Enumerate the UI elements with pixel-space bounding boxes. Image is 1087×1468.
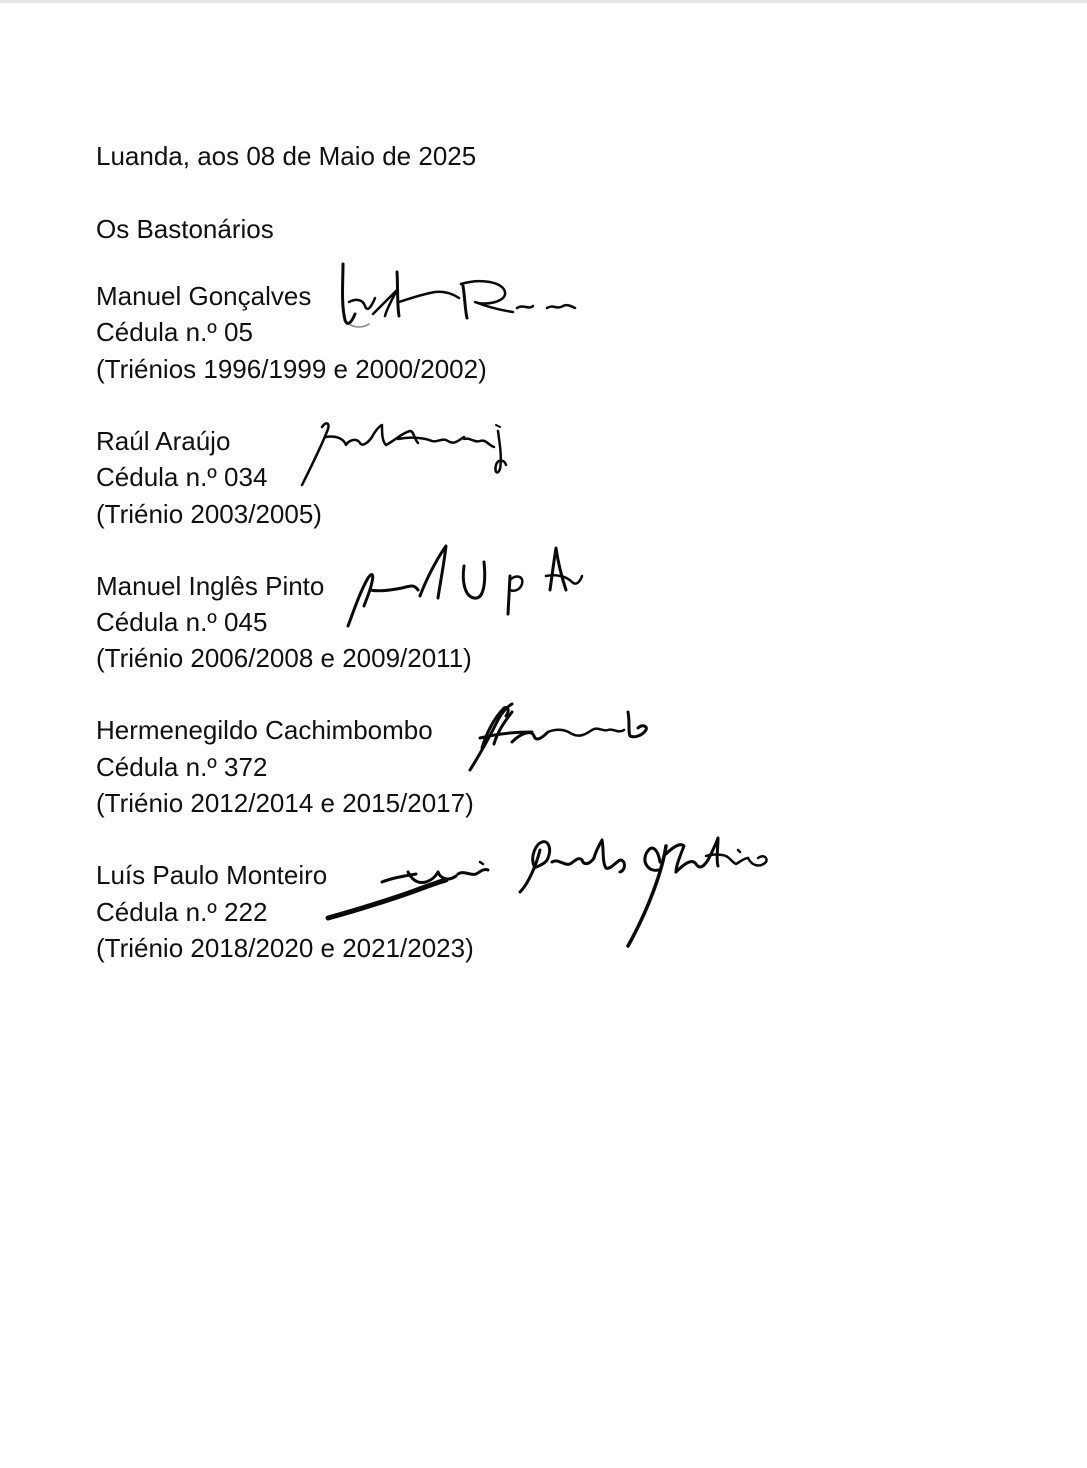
- signatory-1-term: (Triénios 1996/1999 e 2000/2002): [96, 354, 487, 384]
- signature-manuel-goncalves: [335, 258, 580, 338]
- signatory-5-cedula: Cédula n.º 222: [96, 897, 268, 927]
- signatory-4-cedula: Cédula n.º 372: [96, 752, 268, 782]
- signatory-2-name: Raúl Araújo: [96, 426, 231, 456]
- signatory-3-cedula: Cédula n.º 045: [96, 607, 268, 637]
- signatory-1-cedula: Cédula n.º 05: [96, 317, 253, 347]
- signatory-2-cedula: Cédula n.º 034: [96, 462, 268, 492]
- signatory-4-name: Hermenegildo Cachimbombo: [96, 715, 433, 745]
- top-border: [0, 0, 1087, 3]
- signatory-5-name: Luís Paulo Monteiro: [96, 860, 328, 890]
- signature-manuel-ingles-pinto: [340, 540, 590, 630]
- signature-luis-paulo-monteiro: [320, 832, 775, 952]
- place-date: Luanda, aos 08 de Maio de 2025: [96, 141, 477, 171]
- signature-raul-araujo: [298, 415, 518, 490]
- signatories-heading: Os Bastonários: [96, 214, 274, 244]
- signatory-3-name: Manuel Inglês Pinto: [96, 571, 325, 601]
- signature-hermenegildo-cachimbombo: [462, 698, 657, 776]
- signatory-3-term: (Triénio 2006/2008 e 2009/2011): [96, 643, 472, 673]
- signatory-1-name: Manuel Gonçalves: [96, 281, 312, 311]
- signatory-5-term: (Triénio 2018/2020 e 2021/2023): [96, 933, 474, 963]
- signatory-4-term: (Triénio 2012/2014 e 2015/2017): [96, 788, 474, 818]
- signatory-2-term: (Triénio 2003/2005): [96, 499, 322, 529]
